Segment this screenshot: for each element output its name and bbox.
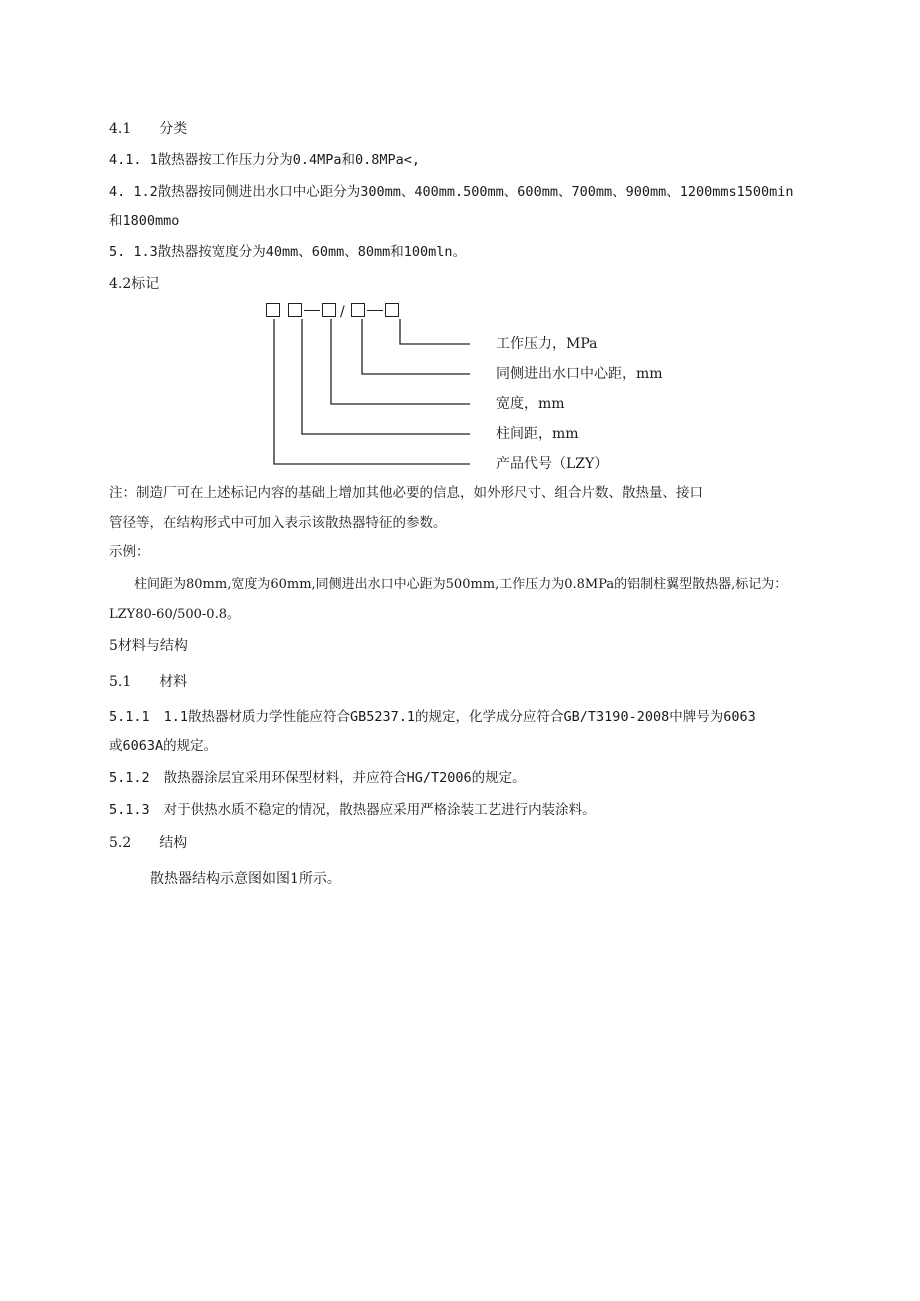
clause-number: 5.1.3 xyxy=(109,802,150,818)
paragraph-4-1-1: 4.1. 1散热器按工作压力分为0.4MPa和0.8MPa<, xyxy=(109,152,421,168)
note-line-2: 管径等，在结构形式中可加入表示该散热器特征的参数。 xyxy=(109,515,447,531)
example-line-1: 柱间距为80mm,宽度为60mm,同侧进出水口中心距为500mm,工作压力为0.8MPa的铝制柱翼型散热器,标记为： xyxy=(134,577,788,592)
label-column-spacing: 柱间距，mm xyxy=(496,426,579,442)
section-number: 5.1 xyxy=(109,674,132,690)
code-slash: / xyxy=(340,304,345,320)
paragraph-5-1-3 xyxy=(109,801,596,819)
clause-number: 5.1.2 xyxy=(109,770,150,786)
section-number: 4.1 xyxy=(109,121,132,137)
paragraph-4-1-2-cont: 和1800mmo xyxy=(109,213,180,229)
paragraph-5-1-1-cont: 或6063A的规定。 xyxy=(109,738,218,754)
clause-text: 散热器涂层宜采用环保型材料，并应符合HG/T2006的规定。 xyxy=(163,770,526,786)
clause-text: 1.1散热器材质力学性能应符合GB5237.1的规定，化学成分应符合GB/T3190-2008中牌号为6063 xyxy=(163,709,756,725)
section-heading-4-2: 4.2标记 xyxy=(109,276,160,292)
section-heading-5-1 xyxy=(109,673,187,691)
section-heading-5-2 xyxy=(109,834,187,852)
label-product-code: 产品代号（LZY） xyxy=(496,456,609,472)
leader-line-column-spacing xyxy=(302,319,470,434)
label-width: 宽度，mm xyxy=(496,396,565,412)
label-pressure: 工作压力，MPa xyxy=(496,336,598,352)
section-title: 分类 xyxy=(159,121,188,137)
paragraph-5-1-2 xyxy=(109,769,526,787)
paragraph-5-2: 散热器结构示意图如图1所示。 xyxy=(150,871,341,887)
section-heading-4-1 xyxy=(109,120,187,138)
label-center-distance: 同侧进出水口中心距，mm xyxy=(496,366,663,382)
section-number: 5.2 xyxy=(109,835,132,851)
leader-line-pressure xyxy=(400,319,470,344)
marking-leader-lines xyxy=(262,302,702,482)
leader-line-center-distance xyxy=(362,319,470,374)
example-label: 示例： xyxy=(109,544,150,560)
section-title: 结构 xyxy=(159,835,188,851)
leader-line-product xyxy=(274,319,470,464)
clause-text: 对于供热水质不稳定的情况，散热器应采用严格涂装工艺进行内装涂料。 xyxy=(163,802,596,818)
section-title: 材料 xyxy=(159,674,188,690)
paragraph-5-1-1 xyxy=(109,708,756,726)
example-line-2: LZY80-60/500-0.8。 xyxy=(109,607,240,622)
section-heading-5: 5材料与结构 xyxy=(109,638,188,654)
note-line-1: 注：制造厂可在上述标记内容的基础上增加其他必要的信息，如外形尺寸、组合片数、散热量、接口 xyxy=(109,485,703,501)
paragraph-4-1-2: 4. 1.2散热器按同侧进出水口中心距分为300mm、400mm.500mm、600mm、700mm、900mm、1200mms1500min xyxy=(109,184,794,200)
marking-diagram xyxy=(262,302,702,482)
paragraph-4-1-3: 5. 1.3散热器按宽度分为40mm、60mm、80mm和100mln。 xyxy=(109,244,467,260)
clause-number: 5.1.1 xyxy=(109,709,150,725)
